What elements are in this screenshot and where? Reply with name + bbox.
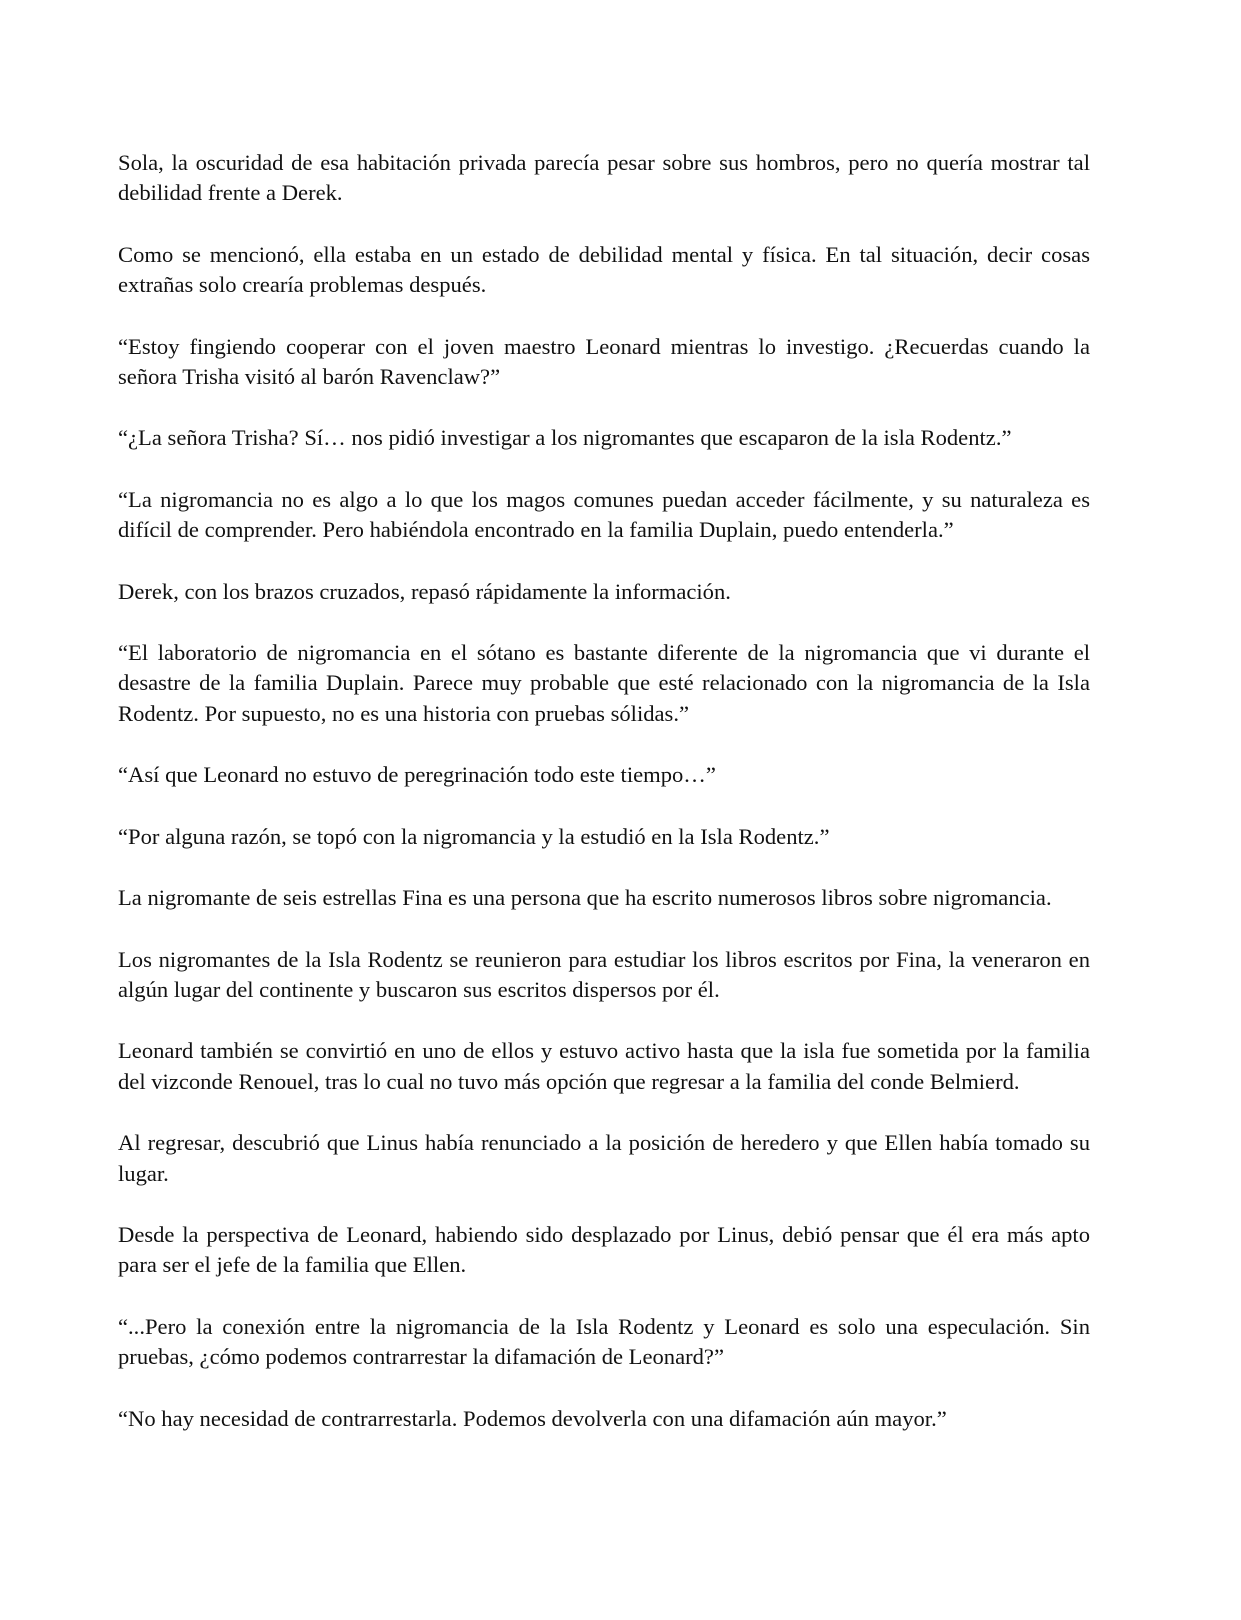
paragraph: La nigromante de seis estrellas Fina es una persona que ha escrito numerosos libros sobre nigromancia. xyxy=(118,885,1052,911)
paragraph: Desde la perspectiva de Leonard, habiendo sido desplazado por Linus, debió pensar que él era más apto para ser el jefe de la familia que Ellen. xyxy=(118,1221,1090,1278)
paragraph: Sola, la oscuridad de esa habitación privada parecía pesar sobre sus hombros, pero no quería mostrar tal debilidad frente a Derek. xyxy=(118,150,1090,206)
paragraph: Como se mencionó, ella estaba en un estado de debilidad mental y física. En tal situación, decir cosas extrañas solo crearía problemas después. xyxy=(118,241,1090,298)
paragraph: “Estoy fingiendo cooperar con el joven maestro Leonard mientras lo investigo. ¿Recuerdas cuando la señora Trisha visitó al barón Ravenclaw?” xyxy=(118,333,1090,390)
paragraph: “¿La señora Trisha? Sí… nos pidió investigar a los nigromantes que escaparon de la isla Rodentz.” xyxy=(118,425,1012,451)
paragraph: “Así que Leonard no estuvo de peregrinación todo este tiempo…” xyxy=(118,762,716,788)
paragraph: “...Pero la conexión entre la nigromancia de la Isla Rodentz y Leonard es solo una especulación. Sin pruebas, ¿cómo podemos contrarrestar la difamación de Leonard?” xyxy=(118,1313,1090,1370)
paragraph: “No hay necesidad de contrarrestarla. Podemos devolverla con una difamación aún mayor.” xyxy=(118,1405,947,1431)
paragraph: Los nigromantes de la Isla Rodentz se reunieron para estudiar los libros escritos por Fina, la veneraron en algún lugar del continente y buscaron sus escritos dispersos por él. xyxy=(118,946,1090,1002)
paragraph: “El laboratorio de nigromancia en el sótano es bastante diferente de la nigromancia que vi durante el desastre de la familia Duplain. Parece muy probable que esté relacionado con la nigromancia de la Isla Rodentz. Por supuesto, no es una historia con pruebas sólidas.” xyxy=(118,640,1090,726)
paragraph: Leonard también se convirtió en uno de ellos y estuvo activo hasta que la isla fue sometida por la familia del vizconde Renouel, tras lo cual no tuvo más opción que regresar a la familia del conde Belmierd. xyxy=(118,1038,1090,1094)
document-body xyxy=(118,148,1090,1434)
paragraph: Derek, con los brazos cruzados, repasó rápidamente la información. xyxy=(118,578,731,604)
paragraph: Al regresar, descubrió que Linus había renunciado a la posición de heredero y que Ellen había tomado su lugar. xyxy=(118,1130,1090,1186)
paragraph: “La nigromancia no es algo a lo que los magos comunes puedan acceder fácilmente, y su naturaleza es difícil de comprender. Pero habiéndola encontrado en la familia Duplain, puedo entenderla.” xyxy=(118,486,1090,543)
paragraph: “Por alguna razón, se topó con la nigromancia y la estudió en la Isla Rodentz.” xyxy=(118,823,830,849)
